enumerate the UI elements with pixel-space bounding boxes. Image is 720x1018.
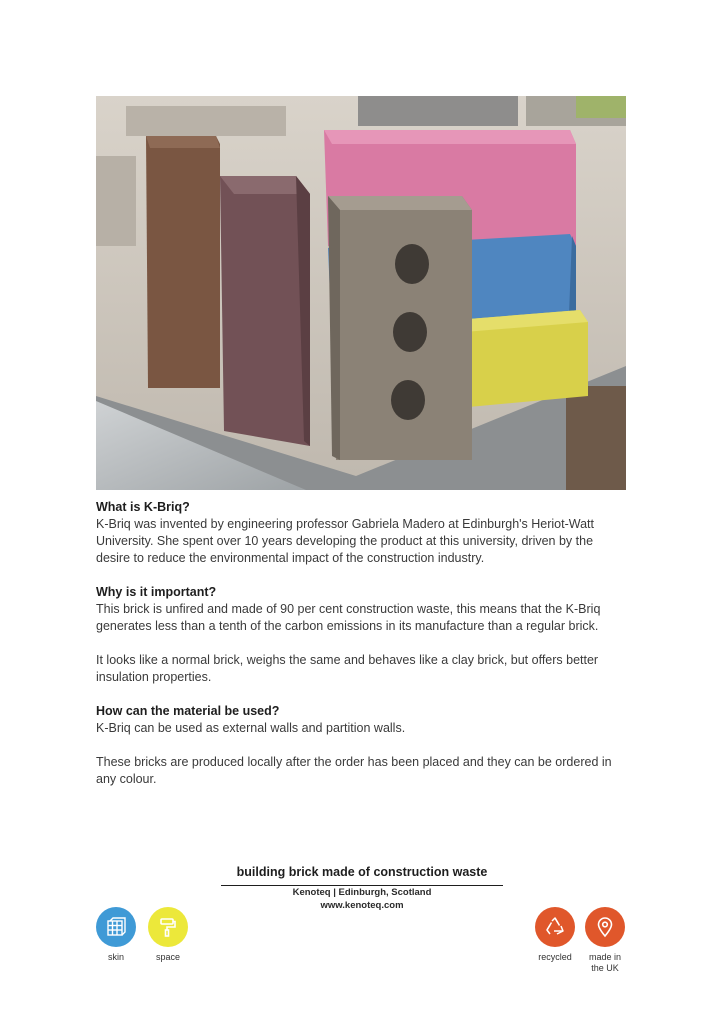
section-paragraph: These bricks are produced locally after the order has been placed and they can be ordered in any colour.	[96, 755, 612, 786]
badge-label: recycled	[538, 952, 572, 962]
product-title: building brick made of construction waste	[221, 864, 503, 886]
company-info	[221, 886, 503, 912]
section-why-important	[96, 584, 626, 686]
badge-skin	[86, 907, 146, 963]
badge-label: skin	[107, 952, 124, 962]
section-heading: How can the material be used?	[96, 704, 280, 718]
location-pin-icon	[585, 907, 625, 947]
bricks-illustration	[96, 96, 626, 490]
section-heading: Why is it important?	[96, 585, 217, 599]
section-what-is	[96, 499, 626, 567]
article-body	[96, 499, 626, 805]
section-paragraph: K-Briq can be used as external walls and partition walls.	[96, 721, 406, 735]
section-paragraph: It looks like a normal brick, weighs the same and behaves like a clay brick, but offers better insulation properties.	[96, 653, 599, 684]
recycle-icon	[535, 907, 575, 947]
badge-made-in-uk	[575, 907, 635, 974]
section-heading: What is K-Briq?	[96, 500, 190, 514]
company-name: Kenoteq | Edinburgh, Scotland	[292, 887, 432, 898]
badge-space	[138, 907, 198, 963]
badge-label: space	[155, 952, 181, 962]
building-facade-icon	[96, 907, 136, 947]
section-how-used	[96, 703, 626, 788]
paint-roller-icon	[148, 907, 188, 947]
section-paragraph: This brick is unfired and made of 90 per cent construction waste, this means that the K-Briq generates less than a tenth of the carbon emissions in its manufacture than a regular brick.	[96, 602, 601, 633]
section-paragraph: K-Briq was invented by engineering professor Gabriela Madero at Edinburgh's Heriot-Watt University. She spent over 10 years developing the product at this university, driven by the desire to reduce the environmental impact of the construction industry.	[96, 517, 595, 565]
company-website: www.kenoteq.com	[320, 900, 404, 911]
product-photo	[96, 96, 626, 490]
badge-label: made in the UK	[588, 952, 622, 973]
